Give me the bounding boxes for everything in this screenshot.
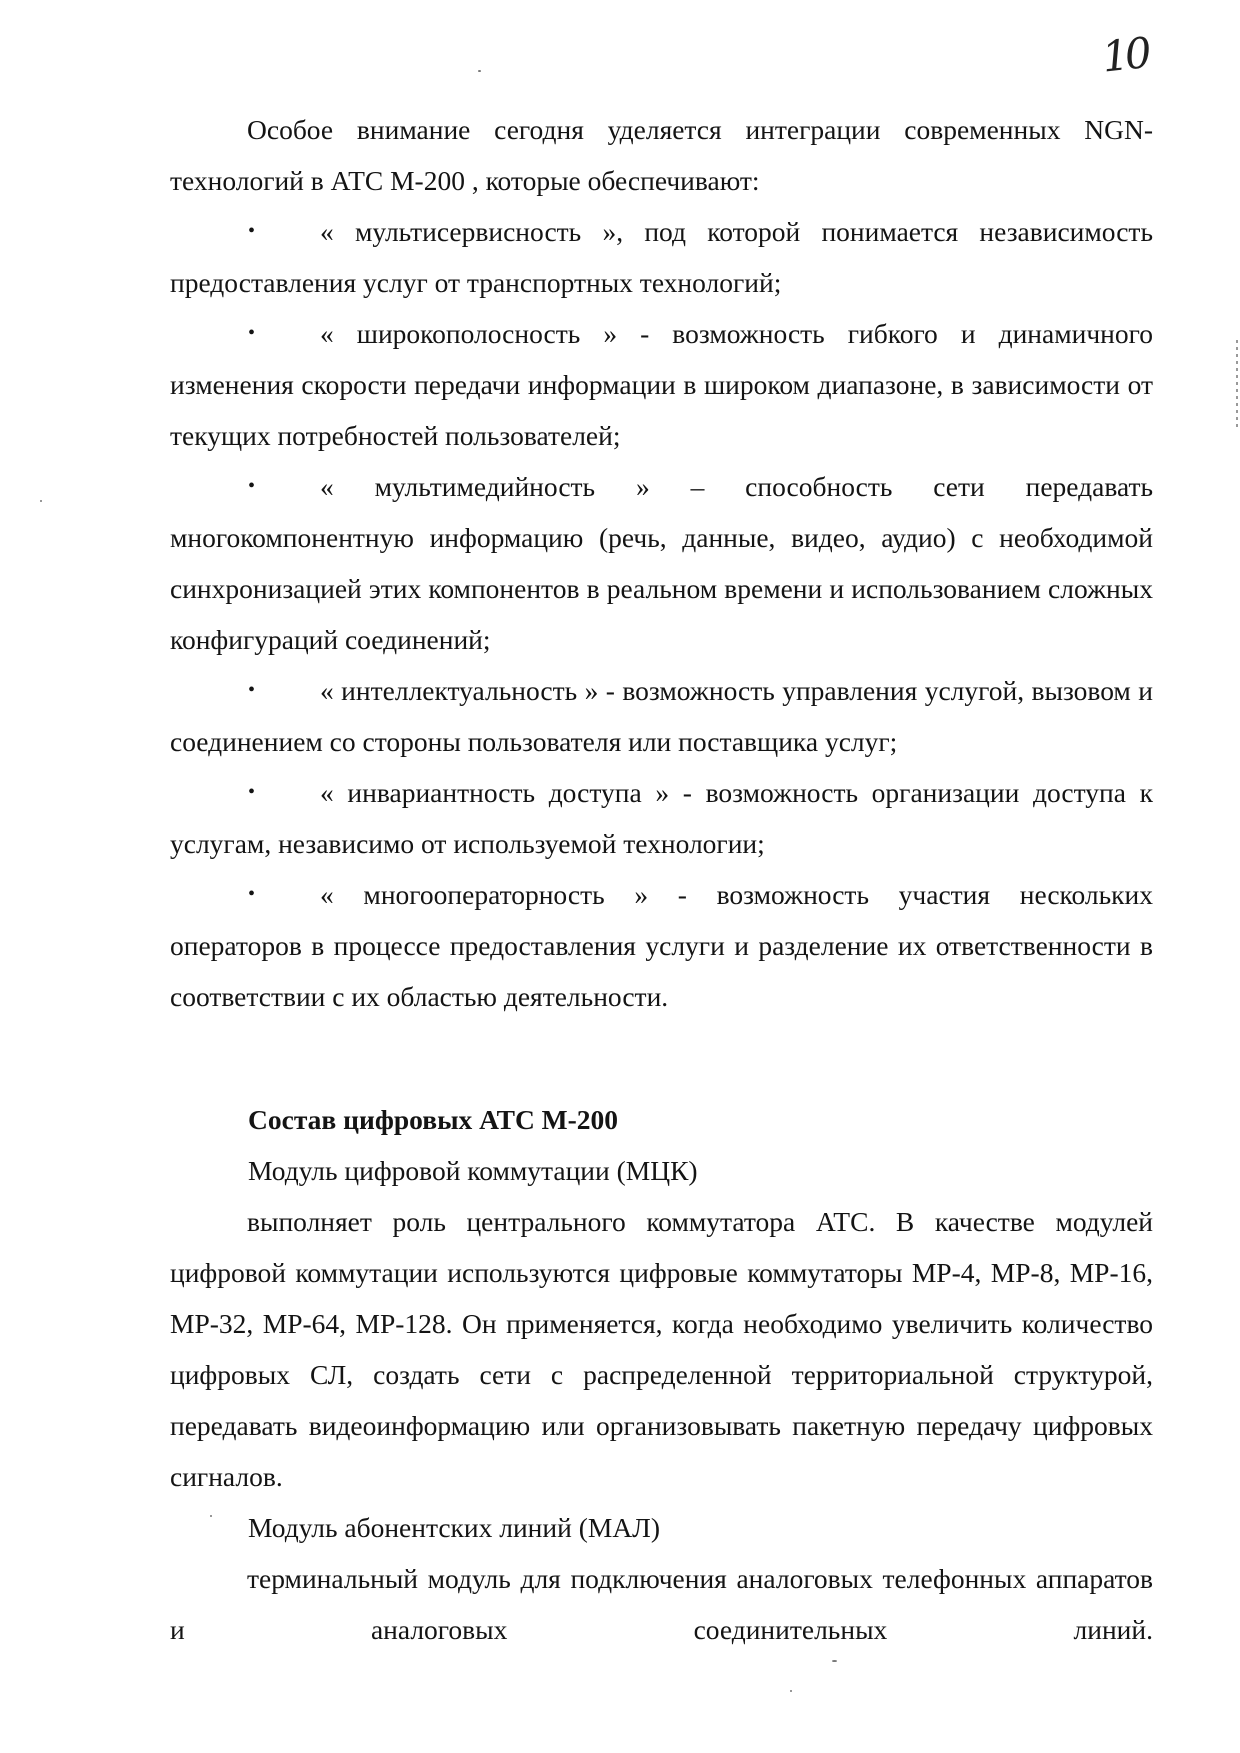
- list-item-text: « инвариантность доступа » - возможность организации доступа к услугам, независимо от используемой технологии;: [170, 777, 1153, 859]
- bullet-icon: •: [248, 322, 256, 344]
- module-description-mck: выполняет роль центрального коммутатора АТС. В качестве модулей цифровой коммутации используются цифровые коммутаторы МР-4, МР-8, МР-16, МР-32, МР-64, МР-128. Он применяется, когда необходимо увеличить количество цифровых СЛ, создать сети с распределенной территориальной структурой, передавать видеоинформацию или организовывать пакетную передачу цифровых сигналов.: [170, 1206, 1153, 1492]
- scan-speck: [40, 500, 42, 502]
- bullet-icon: •: [248, 781, 256, 803]
- list-item: [170, 308, 1153, 461]
- handwritten-page-number: 10: [1099, 28, 1151, 82]
- scan-speck: [790, 1690, 792, 1692]
- list-item: [170, 206, 1153, 308]
- list-item-text: « многооператорность » - возможность участия нескольких операторов в процессе предоставления услуги и разделение их ответственности в соответствии с их областью деятельности.: [170, 879, 1153, 1012]
- scan-speck: [210, 1515, 212, 1517]
- list-item: [170, 869, 1153, 1022]
- document-body: [170, 104, 1153, 1655]
- list-item: [170, 767, 1153, 869]
- list-item-text: « широкополосность » - возможность гибкого и динамичного изменения скорости передачи информации в широком диапазоне, в зависимости от текущих потребностей пользователей;: [170, 318, 1153, 451]
- feature-list: [170, 206, 1153, 1022]
- bullet-icon: •: [248, 679, 256, 701]
- intro-paragraph: Особое внимание сегодня уделяется интеграции современных NGN-технологий в АТС М-200 , которые обеспечивают:: [170, 114, 1153, 196]
- module-title-mck: Модуль цифровой коммутации (МЦК): [248, 1155, 698, 1186]
- section-heading: Состав цифровых АТС М-200: [248, 1104, 619, 1135]
- bullet-icon: •: [248, 883, 256, 905]
- list-item: [170, 665, 1153, 767]
- bullet-icon: •: [248, 475, 256, 497]
- list-item-text: « интеллектуальность » - возможность управления услугой, вызовом и соединением со стороны пользователя или поставщика услуг;: [170, 675, 1153, 757]
- module-title-mal: Модуль абонентских линий (МАЛ): [248, 1512, 660, 1543]
- list-item-text: « мультисервисность », под которой понимается независимость предоставления услуг от транспортных технологий;: [170, 216, 1153, 298]
- bullet-icon: •: [248, 220, 256, 242]
- list-item: [170, 461, 1153, 665]
- module-description-mal: терминальный модуль для подключения аналоговых телефонных аппаратов и аналоговых соединительных линий.: [170, 1563, 1153, 1645]
- list-item-text: « мультимедийность » – способность сети передавать многокомпонентную информацию (речь, данные, видео, аудио) с необходимой синхронизацией этих компонентов в реальном времени и использованием сложных конфигураций соединений;: [170, 471, 1153, 655]
- scan-speck: [832, 1660, 837, 1662]
- scan-edge-mark: [1236, 340, 1238, 430]
- scan-speck: [478, 70, 481, 72]
